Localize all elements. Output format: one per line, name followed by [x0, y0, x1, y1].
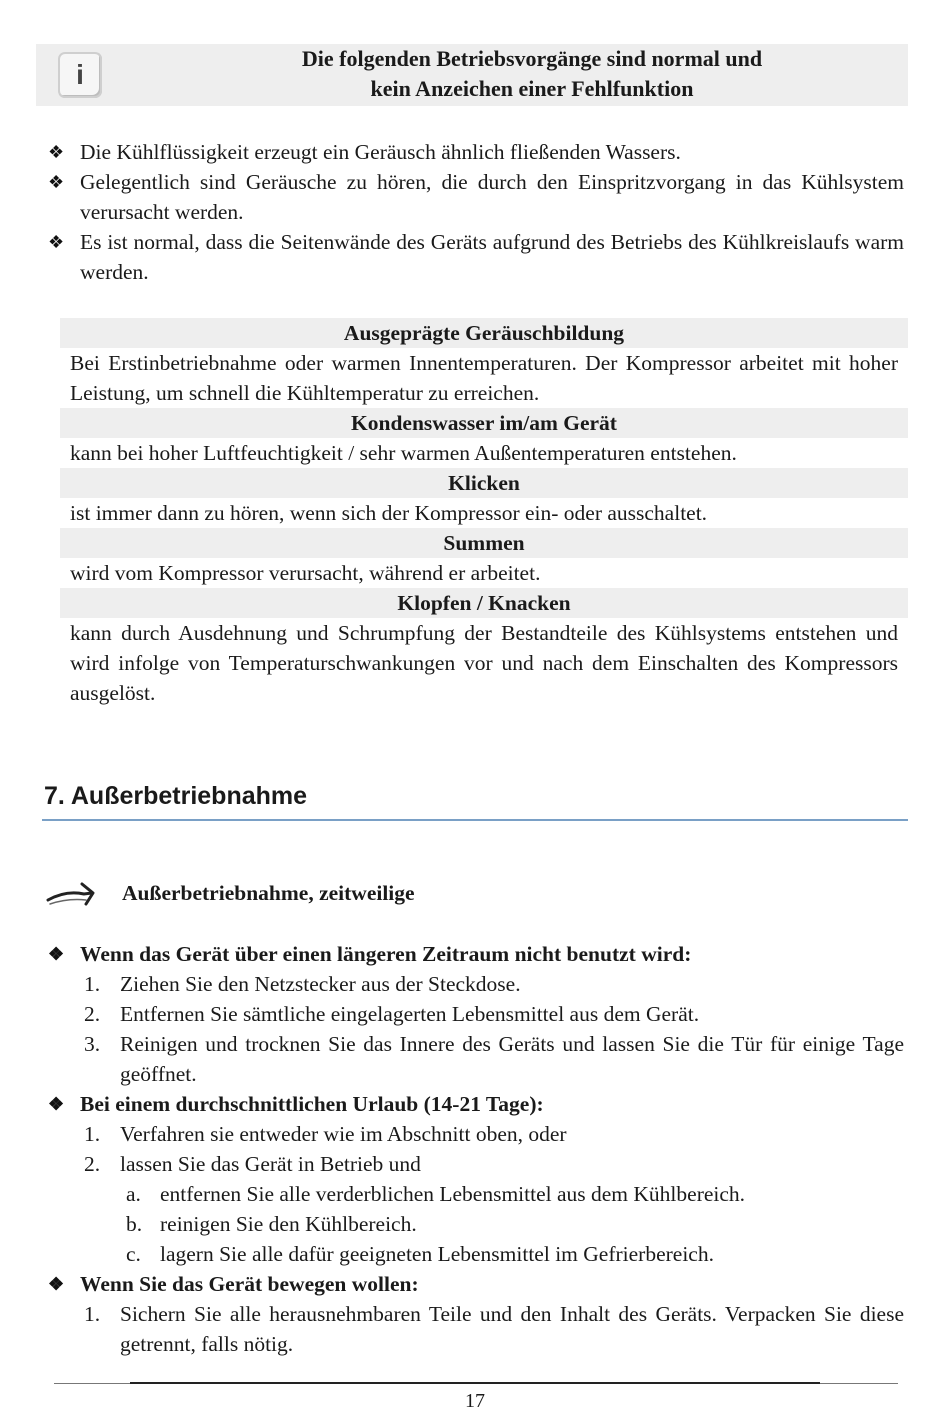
- item-text: Ziehen Sie den Netzstecker aus der Steckdose.: [120, 972, 521, 996]
- step-group-title: [48, 939, 904, 969]
- item-letter: c.: [126, 1242, 141, 1266]
- item-letter: a.: [126, 1182, 141, 1206]
- bullet-icon: ❖: [48, 1094, 65, 1114]
- item-number: 1.: [84, 1122, 101, 1146]
- note-text: wird vom Kompressor verursacht, während er arbeitet.: [70, 561, 541, 585]
- info-title: [156, 44, 908, 104]
- section-divider: [42, 819, 908, 821]
- item-text: reinigen Sie den Kühlbereich.: [160, 1212, 417, 1236]
- bullet-icon: ❖: [48, 172, 65, 192]
- note-heading: Summen: [60, 528, 908, 558]
- list-item: [48, 167, 904, 227]
- list-item: [48, 1149, 904, 1179]
- list-item: [48, 1119, 904, 1149]
- bullet-icon: ❖: [48, 232, 65, 252]
- item-text: lassen Sie das Gerät in Betrieb und: [120, 1152, 421, 1176]
- info-icon-glyph: i: [76, 59, 84, 90]
- item-text: Entfernen Sie sämtliche eingelagerten Lebensmittel aus dem Gerät.: [120, 1002, 700, 1026]
- bullet-text: Gelegentlich sind Geräusche zu hören, die durch den Einspritzvorgang in das Kühlsystem verursacht werden.: [80, 170, 904, 224]
- info-box: [36, 44, 908, 106]
- item-number: 1.: [84, 1302, 101, 1326]
- note-text: kann bei hoher Luftfeuchtigkeit / sehr warmen Außentemperaturen entstehen.: [70, 441, 737, 465]
- note-heading: Kondenswasser im/am Gerät: [60, 408, 908, 438]
- bullet-text: Es ist normal, dass die Seitenwände des Geräts aufgrund des Betriebs des Kühlkreislaufs warm werden.: [80, 230, 904, 284]
- list-item: [48, 227, 904, 287]
- normal-operation-list: [48, 137, 904, 287]
- list-item: [48, 969, 904, 999]
- note-text: Bei Erstinbetriebnahme oder warmen Innentemperaturen. Der Kompressor arbeitet mit hoher Leistung, um schnell die Kühltemperatur zu erreichen.: [70, 351, 898, 405]
- step-group-title: [48, 1269, 904, 1299]
- list-item: [48, 999, 904, 1029]
- sub-list-item: [48, 1179, 904, 1209]
- item-text: entfernen Sie alle verderblichen Lebensmittel aus dem Kühlbereich.: [160, 1182, 746, 1206]
- group-title-text: Bei einem durchschnittlichen Urlaub (14-21 Tage):: [80, 1092, 544, 1116]
- note-heading: Ausgeprägte Geräuschbildung: [60, 318, 908, 348]
- list-item: [48, 1299, 904, 1359]
- item-text: Reinigen und trocknen Sie das Innere des Geräts und lassen Sie die Tür für einige Tage geöffnet.: [120, 1032, 904, 1086]
- info-icon: [58, 52, 102, 98]
- item-number: 2.: [84, 1002, 101, 1026]
- section-title: 7. Außerbetriebnahme: [44, 782, 308, 810]
- subsection-title: Außerbetriebnahme, zeitweilige: [122, 881, 415, 905]
- item-number: 1.: [84, 972, 101, 996]
- item-letter: b.: [126, 1212, 143, 1236]
- list-item: [48, 1029, 904, 1089]
- item-number: 3.: [84, 1032, 101, 1056]
- info-title-line-1: Die folgenden Betriebsvorgänge sind normal und: [301, 46, 763, 71]
- note-text: ist immer dann zu hören, wenn sich der Kompressor ein- oder ausschaltet.: [70, 501, 708, 525]
- bullet-icon: ❖: [48, 944, 65, 964]
- page-number: 17: [465, 1390, 485, 1412]
- item-text: Verfahren sie entweder wie im Abschnitt oben, oder: [120, 1122, 567, 1146]
- step-group-title: [48, 1089, 904, 1119]
- decommission-steps: [48, 939, 904, 1359]
- sub-list-item: [48, 1209, 904, 1239]
- bullet-text: Die Kühlflüssigkeit erzeugt ein Geräusch ähnlich fließenden Wassers.: [80, 140, 681, 164]
- item-number: 2.: [84, 1152, 101, 1176]
- bullet-icon: ❖: [48, 142, 65, 162]
- arrow-icon: [46, 880, 98, 910]
- group-title-text: Wenn Sie das Gerät bewegen wollen:: [80, 1272, 419, 1296]
- info-title-line-2: kein Anzeichen einer Fehlfunktion: [370, 76, 694, 101]
- group-title-text: Wenn das Gerät über einen längeren Zeitraum nicht benutzt wird:: [80, 942, 692, 966]
- note-heading: Klopfen / Knacken: [60, 588, 908, 618]
- bullet-icon: ❖: [48, 1274, 65, 1294]
- noise-notes: [60, 318, 908, 708]
- item-text: lagern Sie alle dafür geeigneten Lebensmittel im Gefrierbereich.: [160, 1242, 714, 1266]
- sub-list-item: [48, 1239, 904, 1269]
- footer-divider-accent: [130, 1382, 820, 1384]
- note-text: kann durch Ausdehnung und Schrumpfung der Bestandteile des Kühlsystems entstehen und wird infolge von Temperaturschwankungen vor und nach dem Einschalten des Kompressors ausgelöst.: [70, 621, 898, 705]
- item-text: Sichern Sie alle herausnehmbaren Teile und den Inhalt des Geräts. Verpacken Sie diese getrennt, falls nötig.: [120, 1302, 904, 1356]
- list-item: [48, 137, 904, 167]
- note-heading: Klicken: [60, 468, 908, 498]
